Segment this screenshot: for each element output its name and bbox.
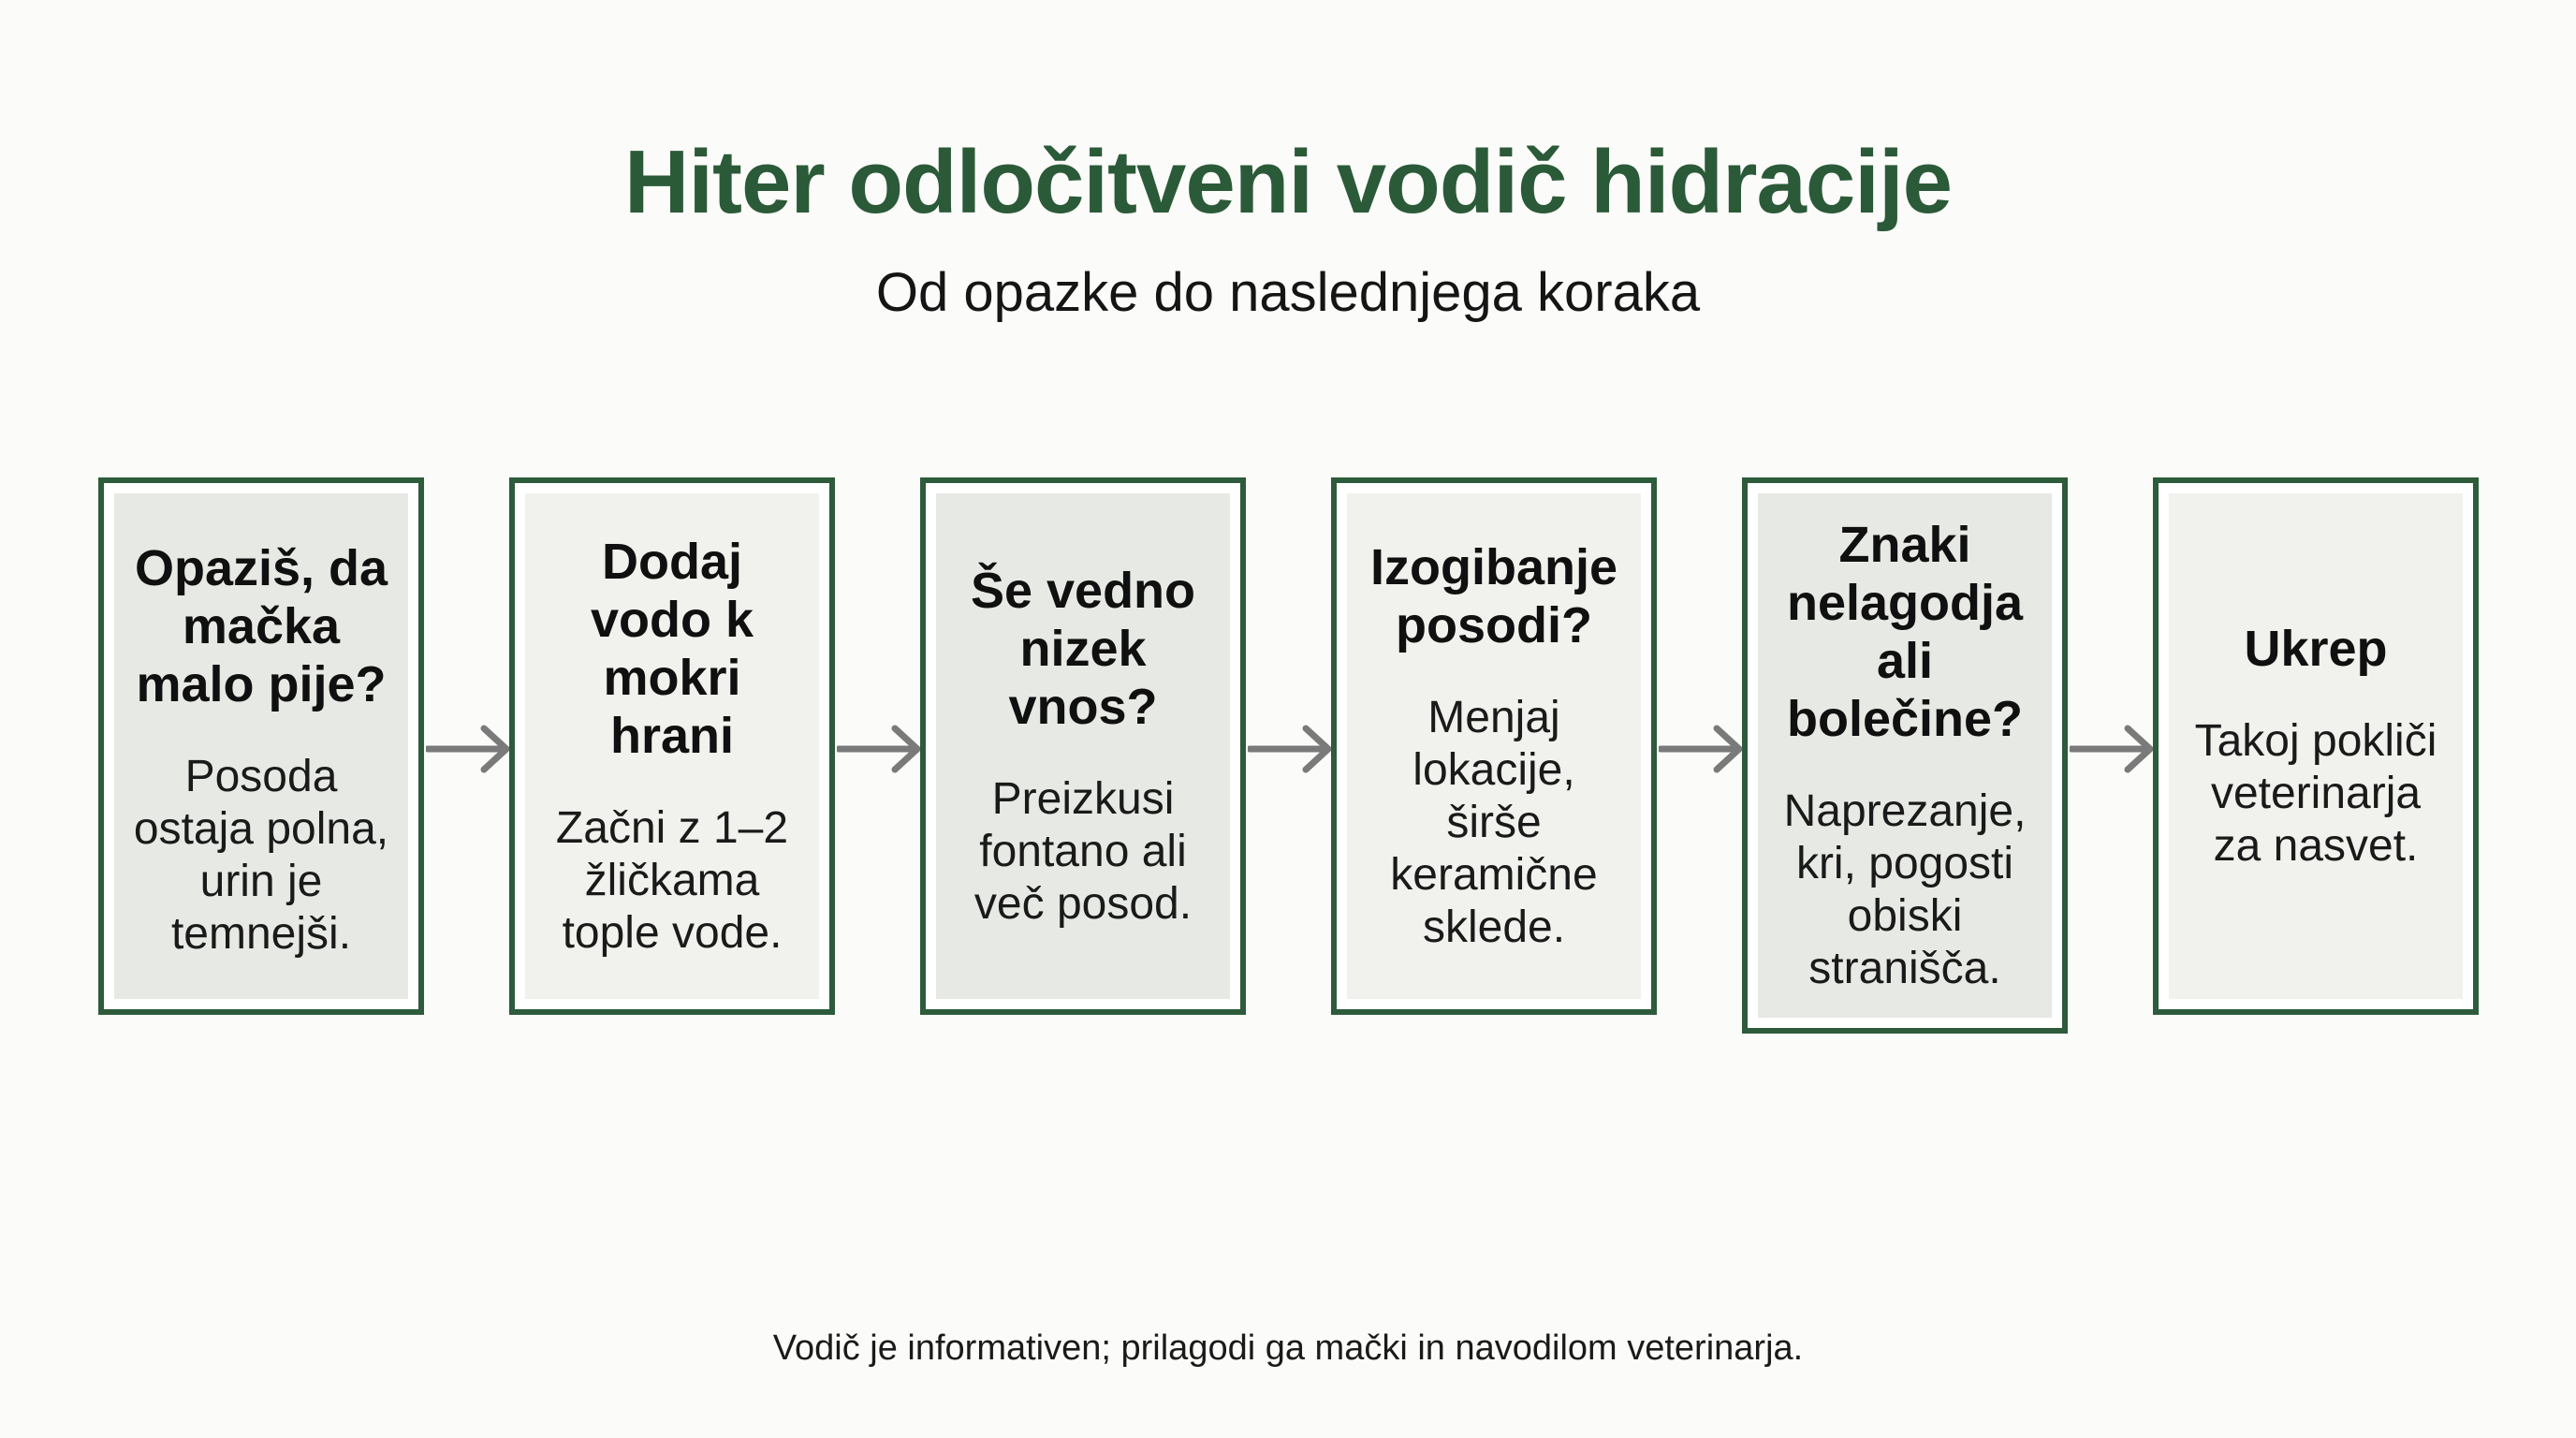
- step-5-body: Naprezanje, kri, pogosti obiski stranišča.: [1783, 786, 2027, 993]
- page-subtitle: Od opazke do naslednjega koraka: [875, 262, 1701, 323]
- step-4-body: Menjaj lokacije, širše keramične sklede.: [1390, 693, 1598, 952]
- arrow-right-icon: [1248, 721, 1334, 777]
- disclaimer-footnote: Vodič je informativen; prilagodi ga mački in navodilom veterinarja.: [772, 1328, 1804, 1368]
- step-6-title: Ukrep: [2244, 621, 2388, 677]
- step-3-title: Še vedno nizek vnos?: [970, 563, 1196, 735]
- step-1-body: Posoda ostaja polna, urin je temnejši.: [133, 752, 389, 959]
- arrow-right-icon: [837, 721, 923, 777]
- flow-step-6: [2153, 477, 2479, 1015]
- step-6-body: Takoj pokliči veterinarja za nasvet.: [2194, 716, 2437, 871]
- flow-step-4: [1331, 477, 1657, 1015]
- flow-step-3: [920, 477, 1246, 1015]
- step-5-title: Znaki nelagodja ali bolečine?: [1786, 517, 2024, 747]
- flow-step-5: [1742, 477, 2068, 1034]
- arrow-right-icon: [426, 721, 512, 777]
- step-3-body: Preizkusi fontano ali več posod.: [973, 774, 1193, 929]
- step-4-title: Izogibanje posodi?: [1369, 539, 1617, 653]
- arrow-right-icon: [1659, 721, 1745, 777]
- flow-step-1: [98, 477, 424, 1015]
- step-2-body: Začni z 1–2 žličkama tople vode.: [555, 803, 789, 958]
- page-title: Hiter odločitveni vodič hidracije: [623, 132, 1952, 232]
- step-2-title: Dodaj vodo k mokri hrani: [590, 534, 754, 764]
- step-1-title: Opaziš, da mačka malo pije?: [134, 540, 388, 712]
- arrow-right-icon: [2070, 721, 2156, 777]
- flow-step-2: [509, 477, 835, 1015]
